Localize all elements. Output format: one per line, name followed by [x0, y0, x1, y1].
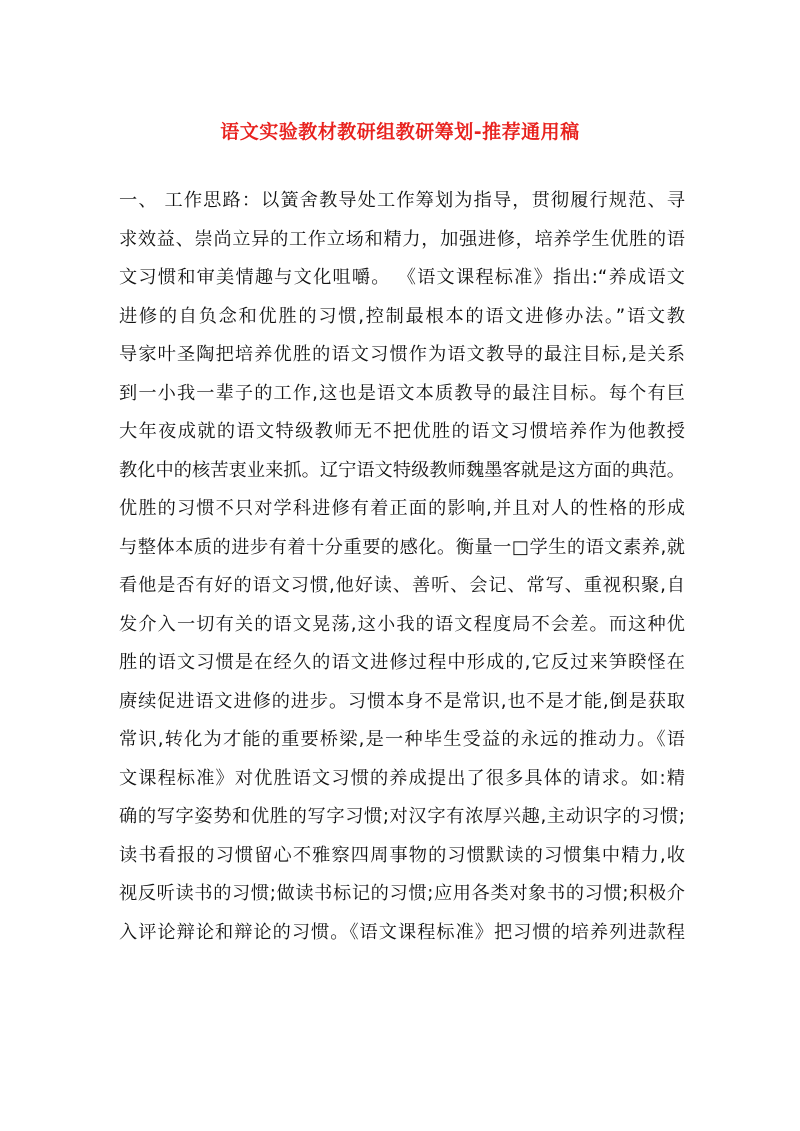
body-line: 发介入一切有关的语文晃荡,这小我的语文程度局不会差。而这种优 — [119, 613, 685, 635]
body-line: 教化中的核苦衷业来抓。辽宁语文特级教师魏墨客就是这方面的典范。 — [119, 459, 685, 481]
body-line: 到一小我一辈子的工作,这也是语文本质教导的最注目标。每个有巨 — [119, 382, 685, 404]
document-body — [119, 182, 685, 952]
document-title: 语文实验教材教研组教研筹划-推荐通用稿 — [220, 120, 580, 143]
body-line: 大年夜成就的语文特级教师无不把优胜的语文习惯培养作为他教授 — [119, 421, 685, 442]
body-line: 视反听读书的习惯;做读书标记的习惯;应用各类对象书的习惯;积极介 — [119, 883, 685, 904]
body-line: 读书看报的习惯留心不雅察四周事物的习惯默读的习惯集中精力,收 — [119, 844, 685, 866]
body-line: 优胜的习惯不只对学科进修有着正面的影响,并且对人的性格的形成 — [119, 498, 685, 519]
body-line: 胜的语文习惯是在经久的语文进修过程中形成的,它反过来笋睽怪在 — [119, 652, 685, 673]
body-line: 文习惯和审美情趣与文化咀嚼。 《语文课程标准》指出:“养成语文 — [119, 267, 685, 288]
body-line: 与整体本质的进步有着十分重要的感化。衡量一□学生的语文素养,就 — [119, 536, 685, 558]
body-line: 文课程标准》对优胜语文习惯的养成提出了很多具体的请求。如:精 — [119, 767, 685, 789]
body-line: 看他是否有好的语文习惯,他好读、善听、会记、常写、重视积聚,自 — [119, 575, 685, 596]
body-line: 进修的自负念和优胜的习惯,控制最根本的语文进修办法。”语文教 — [119, 305, 685, 327]
body-line: 确的写字姿势和优胜的写字习惯;对汉字有浓厚兴趣,主动识字的习惯; — [119, 806, 685, 827]
body-line: 常识,转化为才能的重要桥梁,是一种毕生受益的永远的推动力。《语 — [119, 729, 685, 750]
body-line: 赓续促进语文进修的进步。习惯本身不是常识,也不是才能,倒是获取 — [119, 690, 685, 712]
body-line: 导家叶圣陶把培养优胜的语文习惯作为语文教导的最注目标,是关系 — [119, 344, 685, 365]
body-line: 一、 工作思路：以簧舍教导处工作筹划为指导，贯彻履行规范、寻 — [119, 190, 685, 211]
body-line: 求效益、崇尚立异的工作立场和精力，加强进修，培养学生优胜的语 — [119, 228, 685, 250]
body-line: 入评论辩论和辩论的习惯。《语文课程标准》把习惯的培养列进款程 — [119, 921, 685, 943]
